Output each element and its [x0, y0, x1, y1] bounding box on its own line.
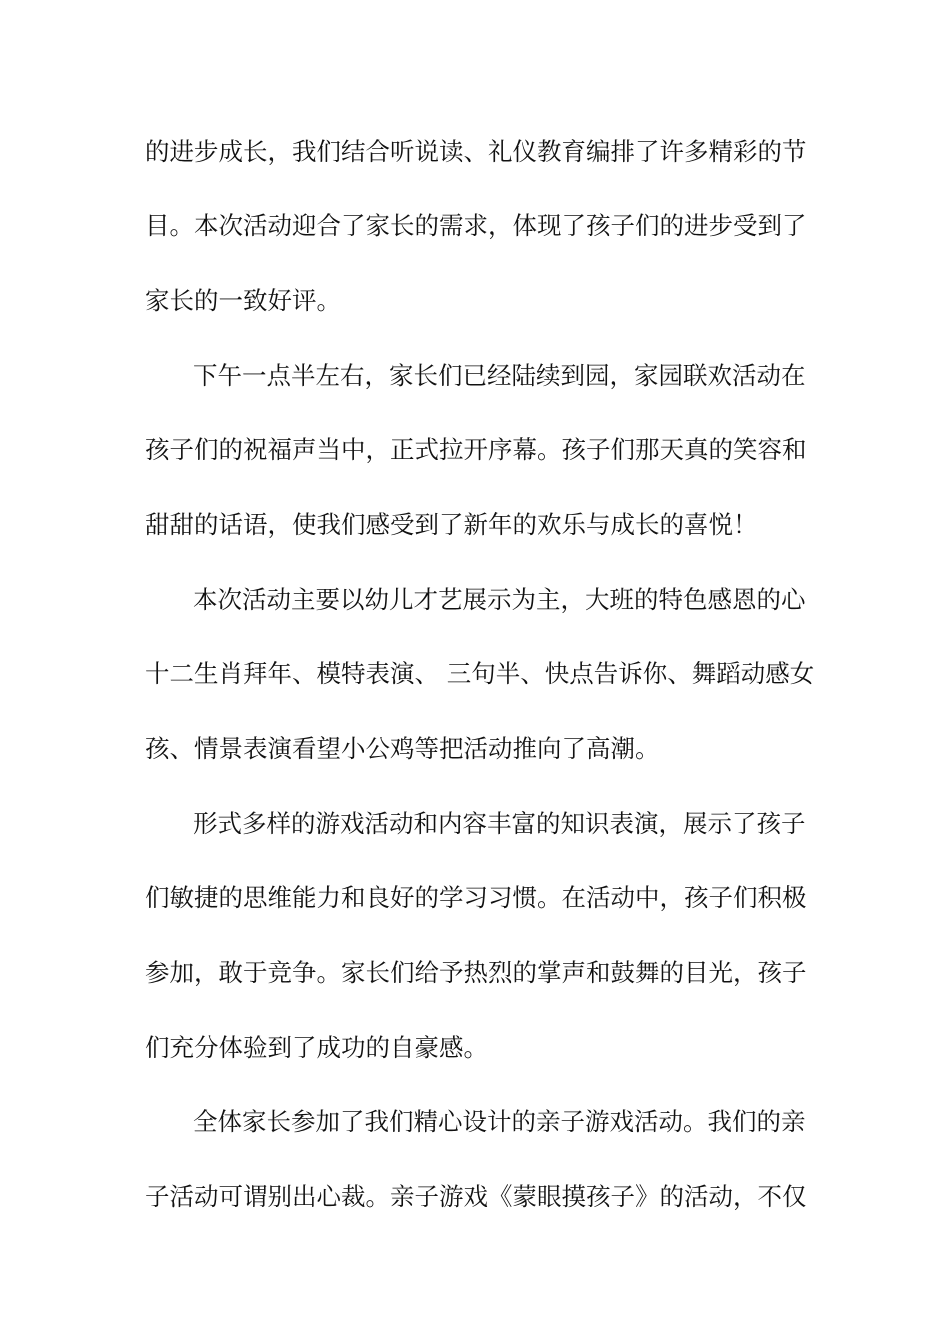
- text-line: 全体家长参加了我们精心设计的亲子游戏活动。我们的亲: [193, 1107, 806, 1136]
- text-line: 形式多样的游戏活动和内容丰富的知识表演，展示了孩子: [193, 809, 806, 838]
- text-line: 子活动可谓别出心裁。亲子游戏《蒙眼摸孩子》的活动，不仅: [145, 1182, 807, 1211]
- text-line: 甜甜的话语，使我们感受到了新年的欢乐与成长的喜悦！: [145, 510, 758, 539]
- text-line: 孩子们的祝福声当中，正式拉开序幕。孩子们那天真的笑容和: [145, 435, 807, 464]
- text-line: 下午一点半左右，家长们已经陆续到园，家园联欢活动在: [193, 361, 806, 390]
- text-line: 十二生肖拜年、模特表演、 三句半、快点告诉你、舞蹈动感女: [145, 659, 815, 688]
- text-line: 们敏捷的思维能力和良好的学习习惯。在活动中，孩子们积极: [145, 883, 807, 912]
- text-line: 们充分体验到了成功的自豪感。: [145, 1033, 488, 1062]
- text-line: 孩、情景表演看望小公鸡等把活动推向了高潮。: [145, 734, 660, 763]
- text-line: 参加，敢于竞争。家长们给予热烈的掌声和鼓舞的目光，孩子: [145, 958, 807, 987]
- text-line: 本次活动主要以幼儿才艺展示为主，大班的特色感恩的心: [193, 585, 806, 614]
- text-line: 目。本次活动迎合了家长的需求，体现了孩子们的进步受到了: [145, 211, 807, 240]
- text-line: 家长的一致好评。: [145, 286, 341, 315]
- text-line: 的进步成长，我们结合听说读、礼仪教育编排了许多精彩的节: [145, 137, 807, 166]
